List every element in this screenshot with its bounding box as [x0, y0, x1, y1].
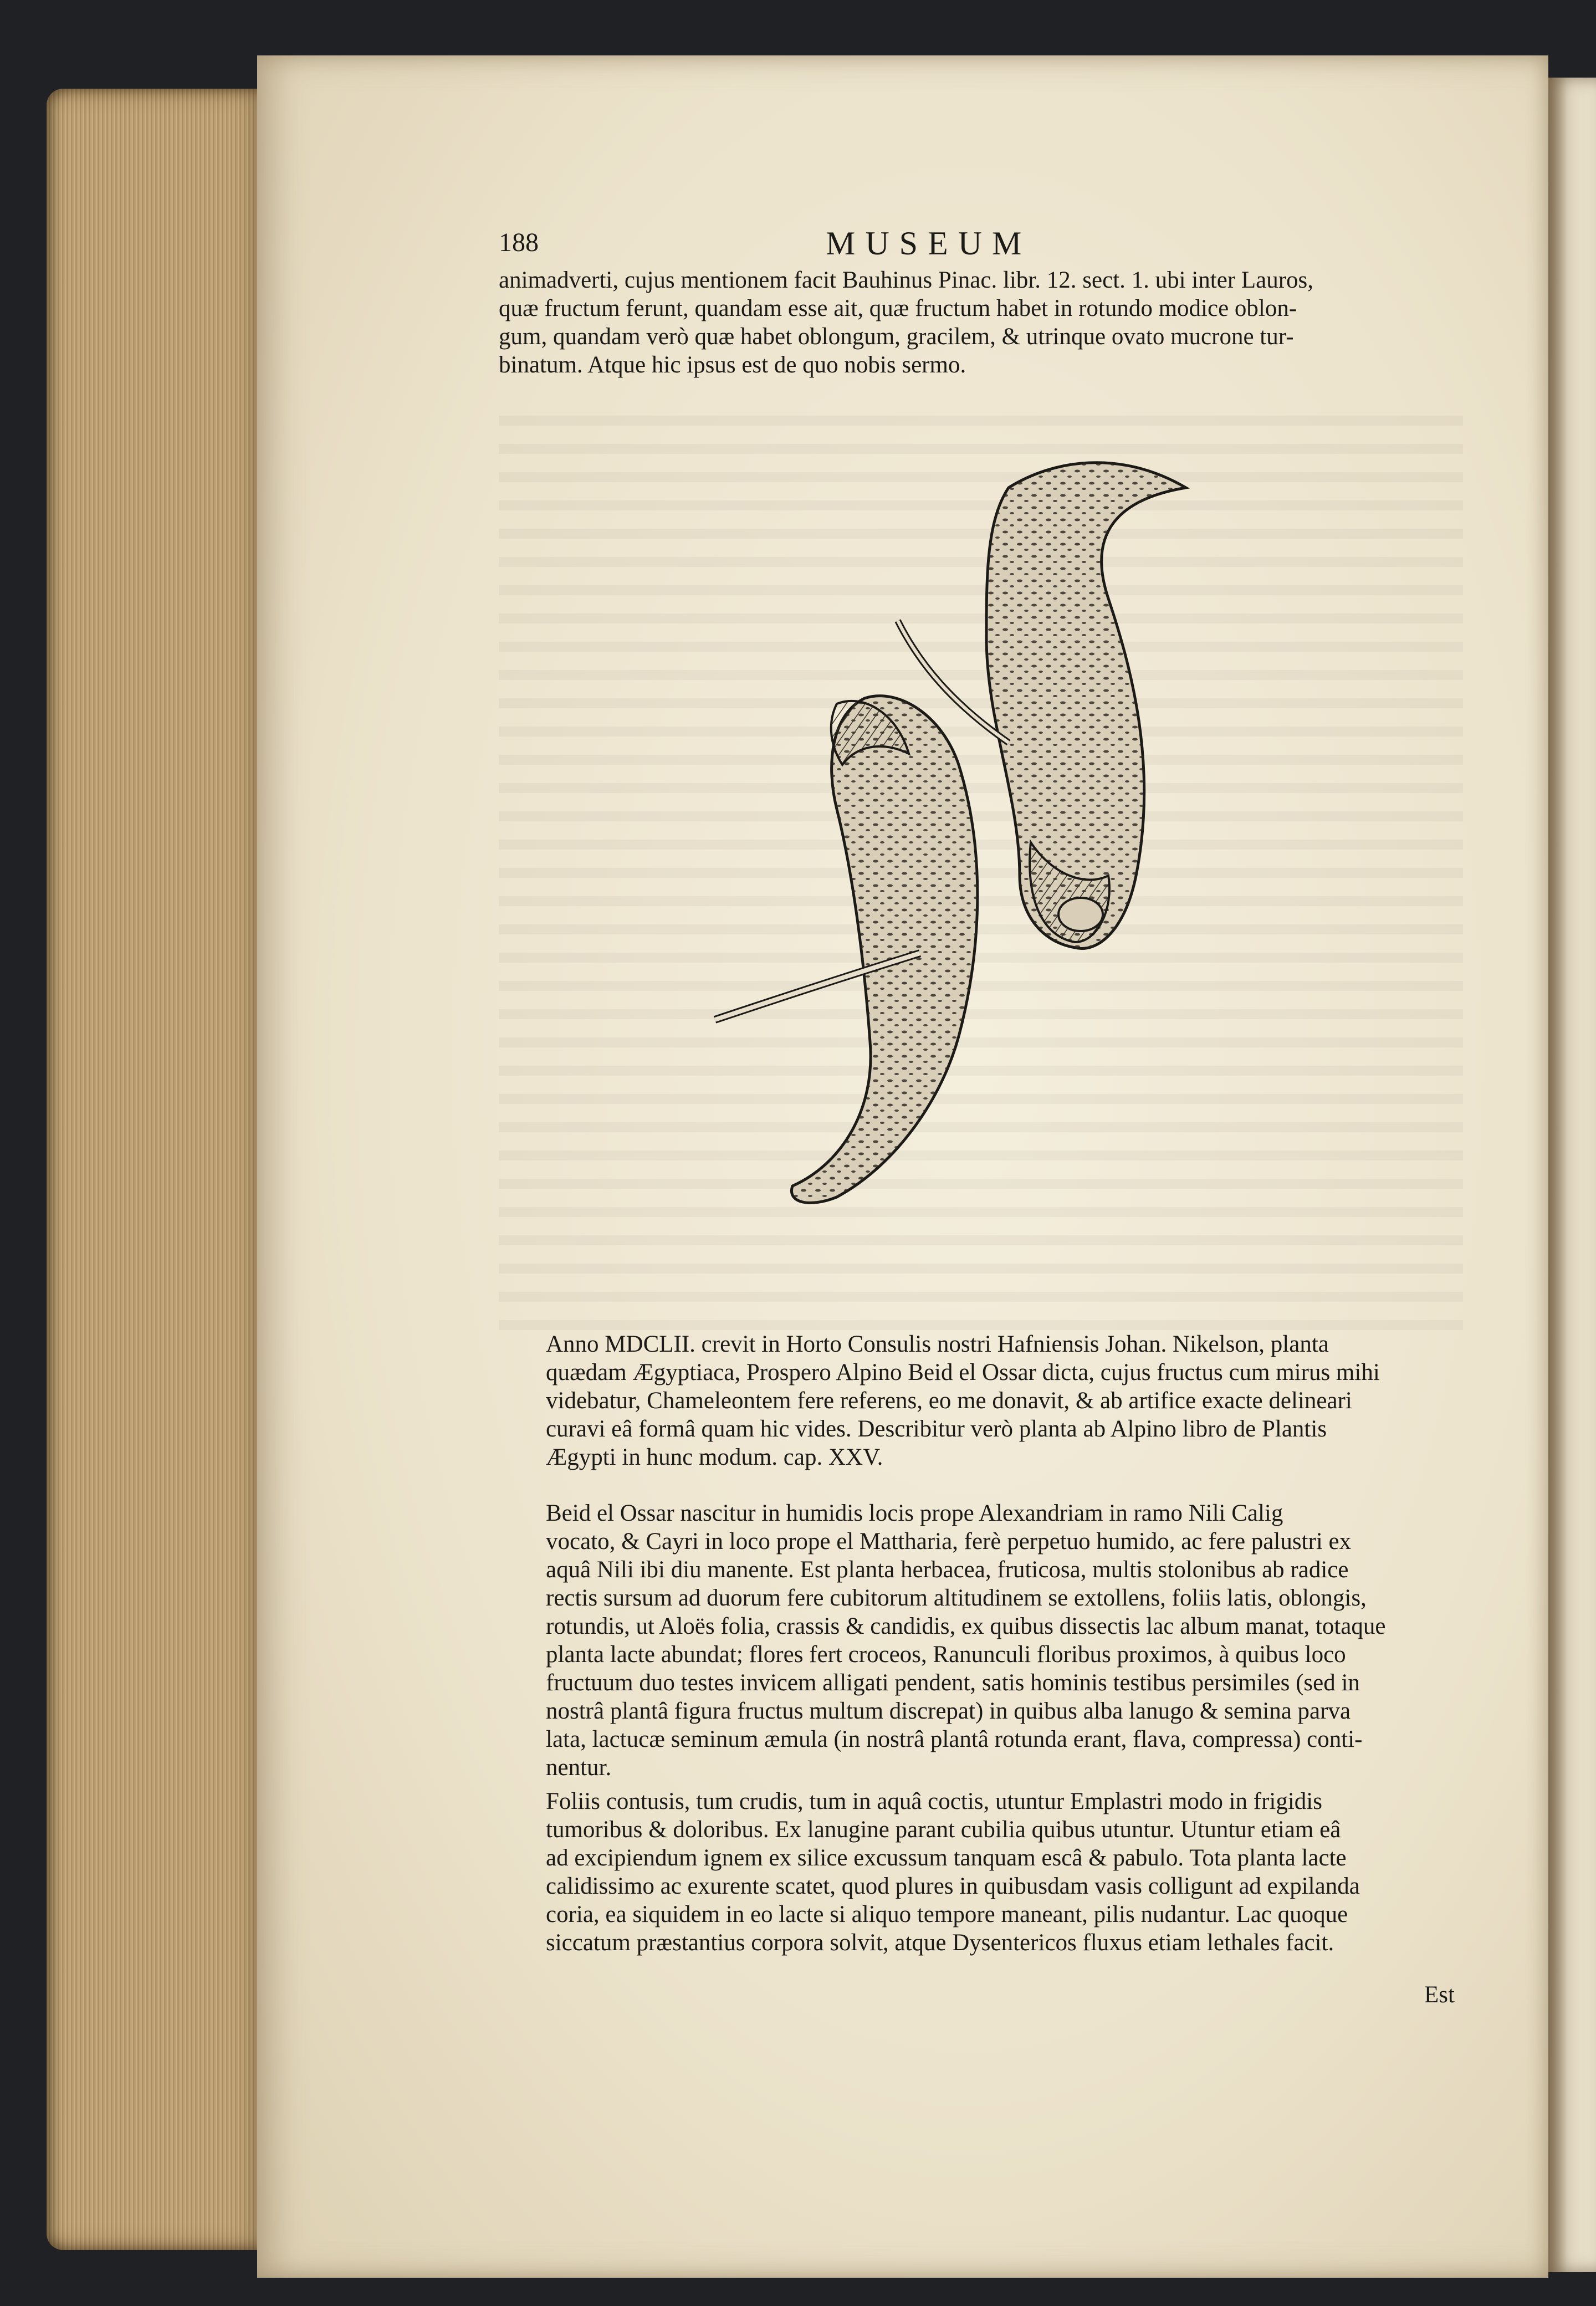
text-line: Beid el Ossar nascitur in humidis locis prope Alexandriam in ramo Nili Calig — [546, 1500, 1283, 1526]
paragraph-top — [499, 266, 1463, 379]
paragraph-foliis — [546, 1787, 1463, 1957]
text-line: rotundis, ut Aloës folia, crassis & candidis, ex quibus dissectis lac album manat, totaque — [546, 1613, 1386, 1639]
catchword: Est — [1424, 1982, 1455, 2008]
text-line: quædam Ægyptiaca, Prospero Alpino Beid el Ossar dicta, cujus fructus cum mirus mihi — [546, 1359, 1380, 1385]
text-line: lata, lactucæ seminum æmula (in nostrâ plantâ rotunda erant, flava, compressa) conti- — [546, 1726, 1363, 1752]
text-line: quæ fructum ferunt, quandam esse ait, quæ fructum habet in rotundo modice oblon- — [499, 295, 1297, 321]
page-number: 188 — [499, 228, 539, 257]
text-line: ad excipiendum ignem ex silice excussum tanquam escâ & pabulo. Tota planta lacte — [546, 1845, 1347, 1871]
text-line: coria, ea siquidem in eo lacte si aliquo tempore maneant, pilis nudantur. Lac quoque — [546, 1901, 1348, 1927]
text-line: Anno MDCLII. crevit in Horto Consulis nostri Hafniensis Johan. Nikelson, planta — [546, 1331, 1329, 1357]
text-line: vocato, & Cayri in loco prope el Mattharia, ferè perpetuo humido, ac fere palustri ex — [546, 1528, 1352, 1555]
text-line: binatum. Atque hic ipsus est de quo nobis sermo. — [499, 352, 966, 378]
right-fruit — [986, 463, 1186, 949]
text-line: Foliis contusis, tum crudis, tum in aquâ coctis, utuntur Emplastri modo in frigidis — [546, 1788, 1322, 1814]
text-line: nentur. — [546, 1755, 612, 1781]
text-line: gum, quandam verò quæ habet oblongum, gracilem, & utrinque ovato mucrone tur- — [499, 324, 1294, 350]
text-line: rectis sursum ad duorum fere cubitorum altitudinem se extollens, foliis latis, oblongis, — [546, 1585, 1367, 1611]
facing-page-edge — [1548, 78, 1596, 2272]
text-line: aquâ Nili ibi diu manente. Est planta herbacea, fruticosa, multis stolonibus ab radice — [546, 1557, 1349, 1583]
text-line: tumoribus & doloribus. Ex lanugine parant cubilia quibus utuntur. Utuntur etiam eâ — [546, 1817, 1341, 1843]
text-line: planta lacte abundat; flores fert croceos, Ranunculi floribus proximos, à quibus loco — [546, 1642, 1346, 1668]
text-line: Ægypti in hunc modum. cap. XXV. — [546, 1444, 883, 1470]
text-line: animadverti, cujus mentionem facit Bauhinus Pinac. libr. 12. sect. 1. ubi inter Lauros, — [499, 267, 1314, 293]
paragraph-beid-el-ossar — [546, 1499, 1463, 1782]
paragraph-anno — [546, 1330, 1463, 1471]
woodcut-illustration — [698, 454, 1308, 1236]
running-head: MUSEUM — [826, 225, 1032, 262]
text-line: nostrâ plantâ figura fructus multum discrepat) in quibus alba lanugo & semina parva — [546, 1698, 1351, 1724]
text-line: calidissimo ac exurente scatet, quod plures in quibusdam vasis colligunt ad expilanda — [546, 1873, 1360, 1899]
page-edges — [47, 89, 268, 2250]
left-fruit — [791, 696, 977, 1203]
text-line: curavi eâ formâ quam hic vides. Describitur verò planta ab Alpino libro de Plantis — [546, 1416, 1327, 1442]
text-line: siccatum præstantius corpora solvit, atque Dysentericos fluxus etiam lethales facit. — [546, 1930, 1334, 1956]
text-line: fructuum duo testes invicem alligati pendent, satis hominis testibus persimiles (sed in — [546, 1670, 1360, 1696]
text-line: videbatur, Chameleontem fere referens, eo me donavit, & ab artifice exacte delineari — [546, 1388, 1352, 1414]
